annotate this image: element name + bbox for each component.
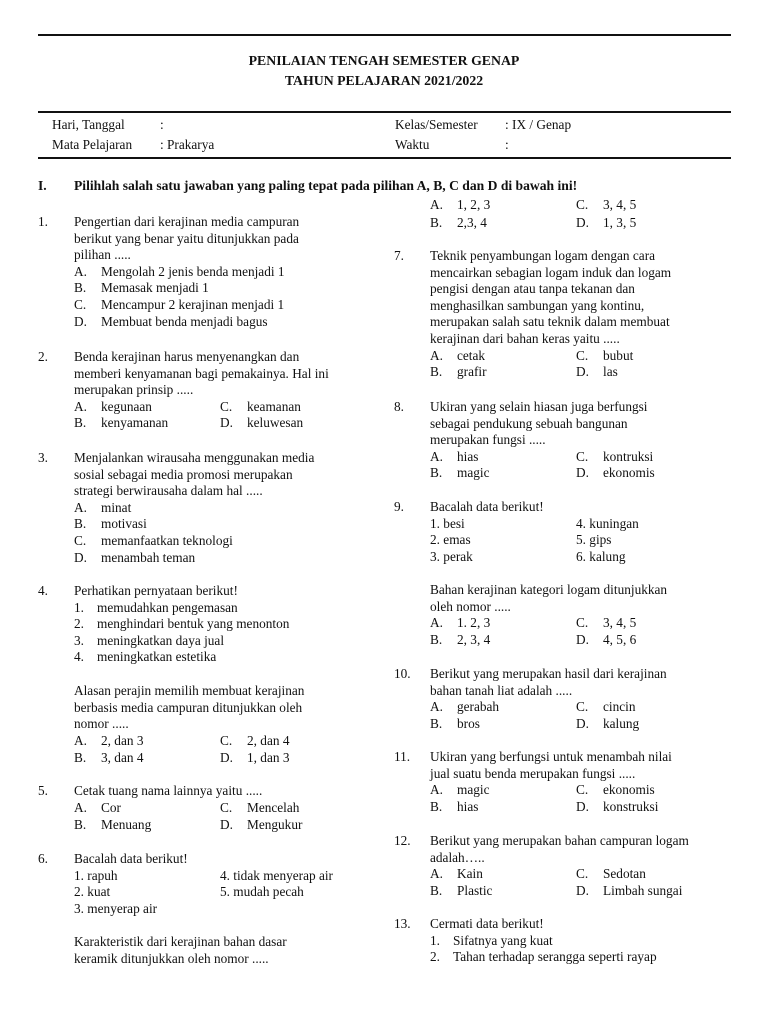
question-stem: Menjalankan wirausaha menggunakan media bbox=[74, 450, 315, 465]
kelas-label: Kelas/Semester bbox=[395, 117, 478, 132]
question-stem: Bahan kerajinan kategori logam ditunjukkan bbox=[430, 582, 668, 598]
page-subtitle: TAHUN PELAJARAN 2021/2022 bbox=[284, 73, 484, 88]
question-number: 8. bbox=[394, 399, 404, 414]
question-stem: merupakan fungsi ..... bbox=[430, 432, 546, 448]
question-number: 12. bbox=[394, 833, 411, 848]
question-stem: mencairkan sebagian logam induk dan logam bbox=[430, 264, 672, 280]
data-item: 5. gips bbox=[576, 532, 612, 548]
mapel-label: Mata Pelajaran bbox=[52, 137, 133, 152]
question-stem: Perhatikan pernyataan berikut! bbox=[74, 583, 238, 598]
hari-value: : bbox=[160, 117, 164, 132]
question-stem: menghasilkan sambungan yang kontinu, bbox=[430, 297, 645, 313]
header-rule-top bbox=[38, 111, 731, 113]
question-stem: Berikut yang merupakan hasil dari kerajinan bbox=[430, 666, 667, 681]
question-stem: Ukiran yang berfungsi untuk menambah nilai bbox=[430, 749, 672, 764]
question-number: 4. bbox=[38, 583, 48, 598]
data-item: 2. emas bbox=[430, 532, 471, 548]
hari-label: Hari, Tanggal bbox=[52, 117, 125, 132]
data-item: 6. kalung bbox=[576, 548, 626, 564]
data-item: 4. kuningan bbox=[576, 515, 639, 531]
question-stem: Berikut yang merupakan bahan campuran logam bbox=[430, 833, 689, 848]
question-number: 5. bbox=[38, 783, 48, 798]
question-stem: bahan tanah liat adalah ..... bbox=[430, 682, 573, 698]
question-stem: Pengertian dari kerajinan media campuran bbox=[74, 214, 300, 229]
data-item: 3. perak bbox=[430, 548, 473, 564]
question-stem: berbasis media campuran ditunjukkan oleh bbox=[74, 699, 303, 715]
top-rule bbox=[38, 34, 731, 36]
question-stem: keramik ditunjukkan oleh nomor ..... bbox=[74, 950, 269, 966]
question-number: 3. bbox=[38, 450, 48, 465]
question-stem: Teknik penyambungan logam dengan cara bbox=[430, 248, 656, 263]
question-stem: berikut yang benar yaitu ditunjukkan pada bbox=[74, 230, 299, 246]
question-stem: pengisi dengan atau tanpa tekanan dan bbox=[430, 281, 635, 297]
question-stem: Bacalah data berikut! bbox=[74, 851, 188, 866]
question-number: 13. bbox=[394, 916, 411, 931]
data-item: 1. besi bbox=[430, 515, 465, 531]
question-stem: Bacalah data berikut! bbox=[430, 499, 544, 514]
question-stem: jual suatu benda merupakan fungsi ..... bbox=[430, 765, 636, 781]
waktu-label: Waktu bbox=[395, 137, 430, 152]
question-stem: Cermati data berikut! bbox=[430, 916, 544, 931]
data-item: 1. rapuh bbox=[74, 867, 118, 883]
question-stem: memberi kenyamanan bagi pemakainya. Hal ini bbox=[74, 365, 329, 381]
data-item: 4. tidak menyerap air bbox=[220, 867, 333, 883]
data-item: 3. menyerap air bbox=[74, 900, 158, 916]
data-item: 5. mudah pecah bbox=[220, 884, 304, 900]
question-stem: Benda kerajinan harus menyenangkan dan bbox=[74, 349, 300, 364]
question-number: 6. bbox=[38, 851, 48, 866]
question-stem: Karakteristik dari kerajinan bahan dasar bbox=[74, 934, 287, 950]
question-stem: Alasan perajin memilih membuat kerajinan bbox=[74, 683, 305, 699]
mapel-value: : Prakarya bbox=[160, 137, 215, 152]
question-number: 10. bbox=[394, 666, 411, 681]
question-stem: oleh nomor ..... bbox=[430, 598, 511, 614]
page-title: PENILAIAN TENGAH SEMESTER GENAP bbox=[248, 53, 520, 68]
question-number: 1. bbox=[38, 214, 48, 229]
section-number: I. bbox=[38, 178, 47, 193]
question-stem: adalah….. bbox=[430, 849, 485, 865]
question-stem: Ukiran yang selain hiasan juga berfungsi bbox=[430, 399, 648, 414]
question-stem: Cetak tuang nama lainnya yaitu ..... bbox=[74, 783, 263, 798]
question-stem: strategi berwirausaha dalam hal ..... bbox=[74, 483, 263, 499]
question-number: 9. bbox=[394, 499, 404, 514]
question-stem: pilihan ..... bbox=[74, 247, 131, 263]
question-number: 7. bbox=[394, 248, 404, 263]
question-stem: sebagai pendukung sebuah bangunan bbox=[430, 415, 628, 431]
question-number: 2. bbox=[38, 349, 48, 364]
waktu-value: : bbox=[505, 137, 509, 152]
question-stem: merupakan salah satu teknik dalam membuat bbox=[430, 314, 670, 330]
question-number: 11. bbox=[394, 749, 411, 764]
header-rule-bottom bbox=[38, 157, 731, 159]
data-item: 2. kuat bbox=[74, 884, 111, 900]
kelas-value: : IX / Genap bbox=[505, 117, 572, 132]
instruction-text: Pilihlah salah satu jawaban yang paling tepat pada pilihan A, B, C dan D di bawah ini! bbox=[74, 178, 578, 193]
question-stem: nomor ..... bbox=[74, 716, 129, 732]
question-stem: kerajinan dari bahan keras yaitu ..... bbox=[430, 330, 620, 346]
question-stem: merupakan prinsip ..... bbox=[74, 382, 194, 398]
question-stem: sosial sebagai media promosi merupakan bbox=[74, 466, 293, 482]
